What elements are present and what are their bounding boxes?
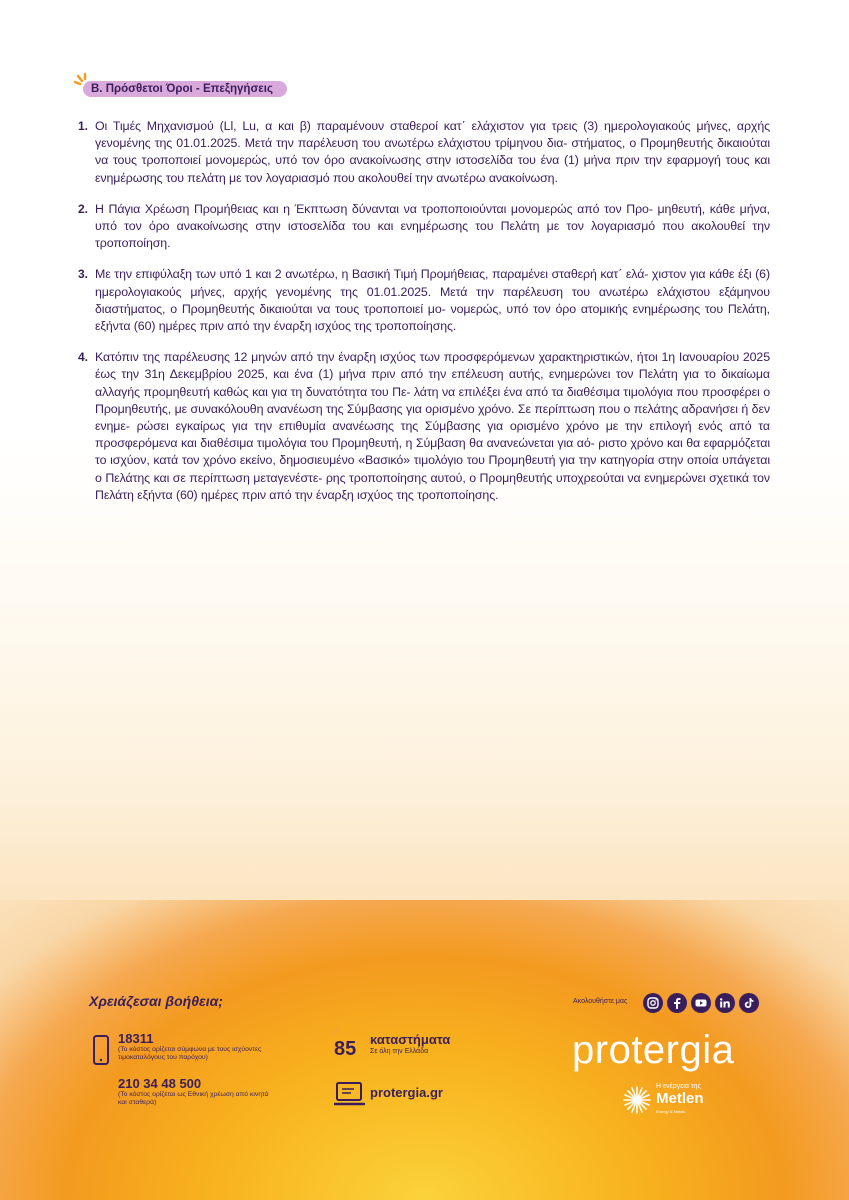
youtube-icon[interactable] (691, 993, 711, 1013)
phone-icon (90, 1030, 112, 1066)
term-text: Οι Τιμές Μηχανισμού (Ll, Lu, α και β) παραμένουν σταθεροί κατ΄ ελάχιστον για τρεις (3) ημερολογιακούς μήνες, αρχής γενομένης της 01.01.2025. Μετά την παρέλευση του ανωτέρω ελάχιστου τρίμηνου δια- στήματος, ο Προμηθευτής δικαιούται να τους τροποποιεί μονομερώς, υπό τον όρο ανακοίνωσης στην ιστοσελίδα του ένα (1) μήνα πριν την εφαρμογή τους και ενημέρωσης του πελάτη με τον λογαριασμό που ακολουθεί την ανωτέρω ανακοίνωση. (95, 119, 770, 185)
facebook-icon[interactable] (667, 993, 687, 1013)
term-number: 3. (78, 267, 89, 282)
phone-contact (118, 1031, 278, 1062)
term-text: Η Πάγια Χρέωση Προμήθειας και η Έκπτωση δύνανται να τροποποιούνται μονομερώς από τον Προ- μηθευτή, κάθε μήνα, υπό τον όρο ανακοίνωσης στην ιστοσελίδα του και ενημέρωσης του Πελάτη με τον λογαριασμό που ακολουθεί την τροποποίηση. (95, 201, 770, 251)
phone-number[interactable]: 210 34 48 500 (118, 1076, 202, 1091)
follow-label: Ακολουθήστε μας (573, 998, 628, 1005)
phone-note: (Το κόστος ορίζεται ως Εθνική χρέωση από κινητά και σταθερά) (118, 1091, 269, 1106)
tiktok-icon[interactable] (739, 993, 759, 1013)
instagram-icon[interactable] (643, 993, 663, 1013)
term-text: Με την επιφύλαξη των υπό 1 και 2 ανωτέρω, η Βασική Τιμή Προμήθειας, παραμένει σταθερή κατ΄ ελά- χιστον για κάθε έξι (6) ημερολογιακούς μήνες, αρχής γενομένης της 01.01.2025. Μετά την παρέλευση του ανωτέρω ελάχιστου εξάμηνου διαστήματος, ο Προμηθευτής δικαιούται να τους τροποποιεί μο- νομερώς, υπό τον όρο ατομικής ενημέρωσης του Πελάτη, εξήντα (60) ημέρες πριν από την έναρξη ισχύος της τροποποίησης. (95, 267, 770, 334)
term-number: 4. (78, 350, 89, 365)
term-text: Κατόπιν της παρέλευσης 12 μηνών από την έναρξη ισχύος των προσφερόμενων χαρακτηριστικών, ήτοι 1η Ιανουαρίου 2025 έως την 31η Δεκεμβρίου 2025, και ένα (1) μήνα πριν από την επέλευση αυτής, ενημερώνει τον Πελάτη για το δικαίωμα αλλαγής προμηθευτή καθώς και για τη δυνατότητα του Πε- λάτη να επιλέξει ένα από τα διαθέσιμα τιμολόγια που προσφέρει ο Προμηθευτής, με συνακόλουθη ανανέωση της Σύμβασης για ορισμένο χρόνο. Σε περίπτωση που ο πελάτης αδρανήσει ή δεν ενημε- ρώσει εγκαίρως για την επιθυμία ανανέωσης της Σύμβασης για ορισμένο χρόνο με την επιλογή ενός από τα προσφερόμενα και διαθέσιμα τιμολόγια του Προμηθευτή, η Σύμβαση θα ανανεώνεται για αό- ριστο χρόνο και θα εφαρμόζεται το ισχύον, κατά τον χρόνο εκείνο, δημοσιευμένο «Βασικό» τιμολόγιο του Προμηθευτή για την κατηγορία στην οποία υπάγεται ο Πελάτης και σε περίπτωση μεταγενέστε- ρης τροποποίησης αυτού, ο Προμηθευτής υποχρεούται να ενημερώνει σχετικά τον Πελάτη εξήντα (60) ημέρες πριν από την έναρξη ισχύος της τροποποίησης. (95, 350, 770, 502)
stores-sub: Σε όλη την Ελλάδα (370, 1048, 429, 1055)
section-title: Β. Πρόσθετοι Όροι - Επεξηγήσεις (83, 81, 287, 97)
phone-contact (118, 1076, 278, 1107)
metlen-name: Metlen (656, 1090, 704, 1107)
term-number: 1. (78, 119, 89, 133)
list-item (78, 266, 770, 335)
protergia-logo: protergia (572, 1028, 735, 1072)
phone-note: (Το κόστος ορίζεται σύμφωνα με τους ισχύοντες τιμοκαταλόγους του παρόχου) (118, 1046, 262, 1061)
help-title: Χρειάζεσαι βοήθεια; (89, 993, 223, 1009)
list-item (78, 201, 770, 253)
sparkle-icon (330, 1028, 340, 1038)
stores-count: 85 (334, 1038, 357, 1060)
list-item (78, 118, 770, 187)
linkedin-icon[interactable] (715, 993, 735, 1013)
metlen-subtitle: Energy & Metals (656, 1109, 686, 1114)
terms-list (78, 118, 770, 518)
metlen-tagline: Η ενέργεια της (656, 1083, 701, 1090)
stores-label: καταστήματα (370, 1032, 451, 1047)
term-number: 2. (78, 201, 89, 216)
laptop-icon (334, 1081, 366, 1107)
website-link[interactable]: protergia.gr (370, 1085, 443, 1100)
phone-number[interactable]: 18311 (118, 1031, 154, 1046)
list-item (78, 349, 770, 504)
social-links (643, 993, 759, 1013)
metlen-sunburst-icon (622, 1085, 652, 1115)
